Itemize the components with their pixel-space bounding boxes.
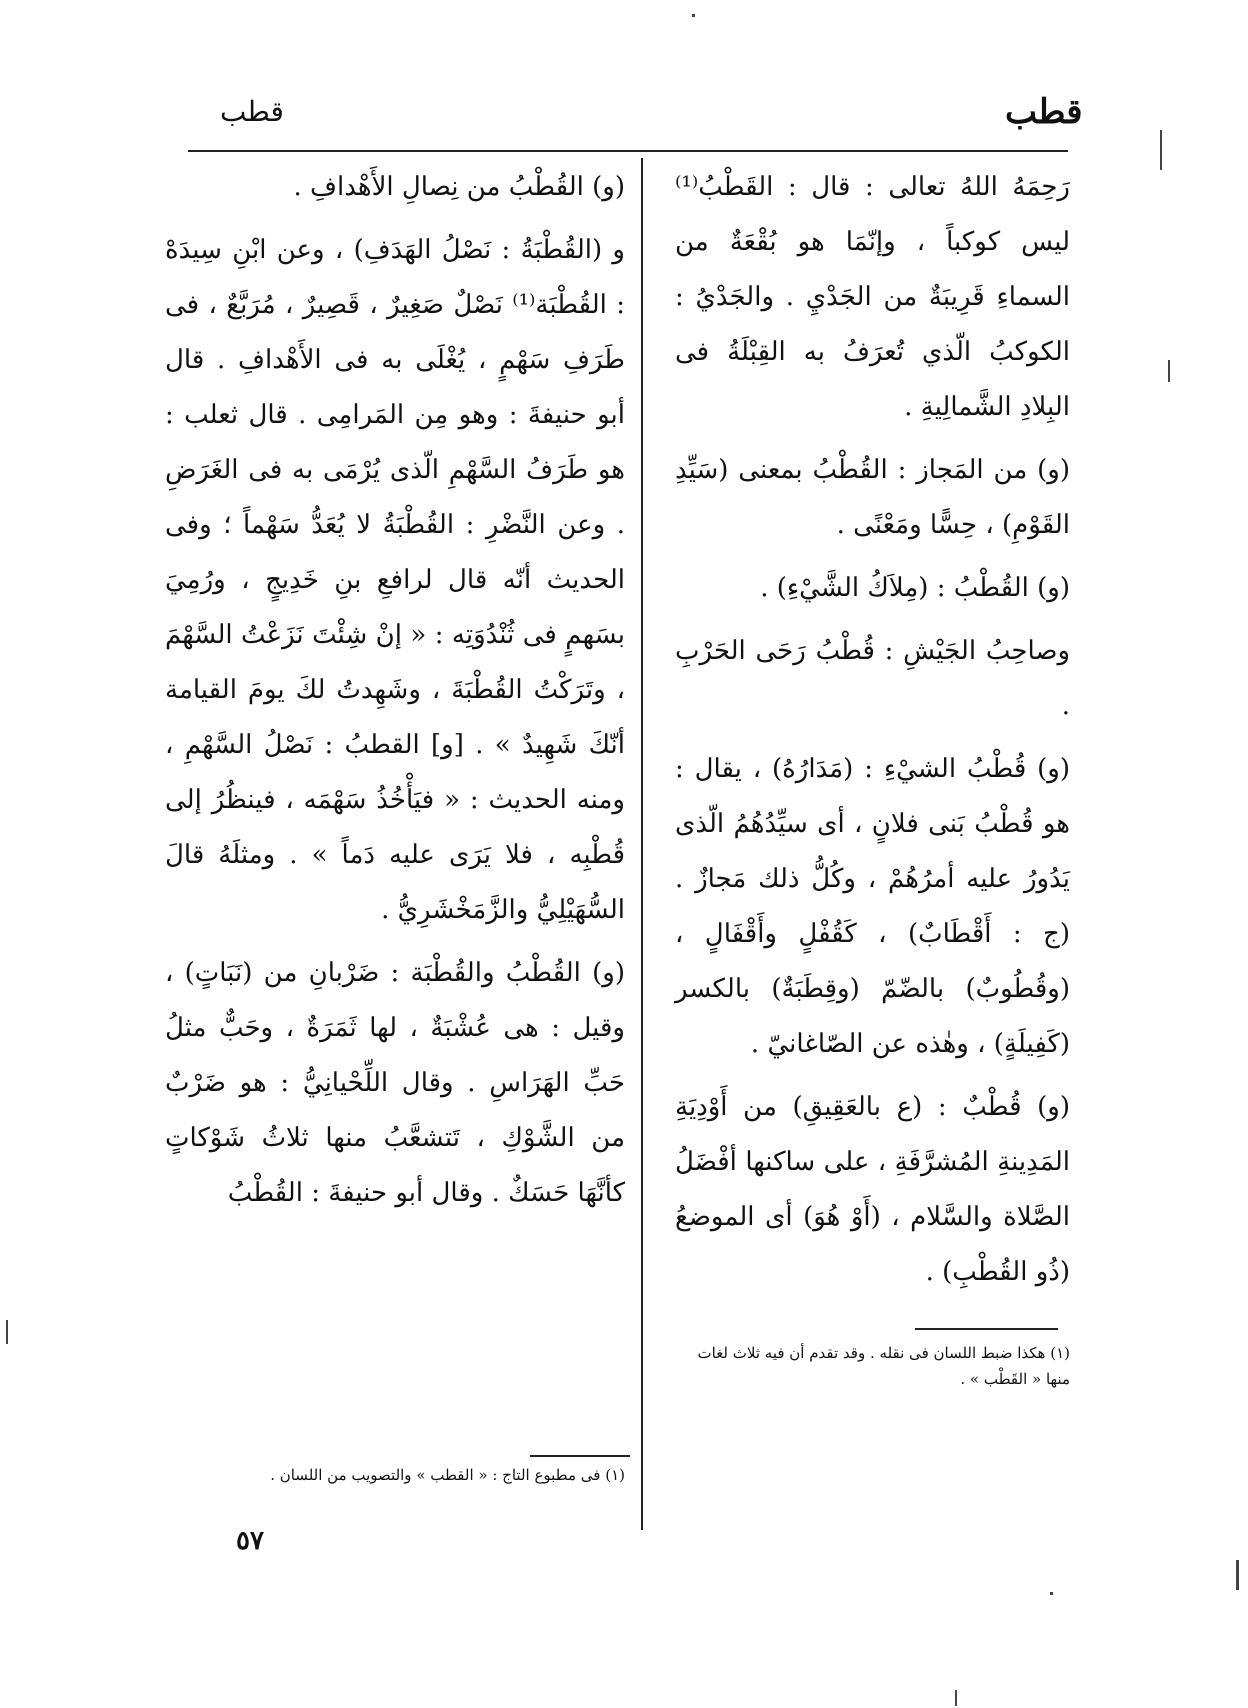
right-paragraph: (و) من المَجاز : القُطْبُ بمعنى (سَيِّدِ القَوْمِ) ، حِسًّا ومَعْنًى . (675, 455, 1070, 540)
left-paragraph: (و) القُطْبُ من نِصالِ الأَهْدافِ . (293, 172, 625, 202)
right-paragraph: (و) قُطْبٌ : (ع بالعَقِيقِ) من أَوْدِيَةِ المَدِينةِ المُشرَّفَةِ ، على ساكنها أفْضَلُ الصَّلاة والسَّلام ، (أَوْ هُوَ) أى الموضعُ (ذُو القُطْبِ) . (675, 1092, 1070, 1287)
column-divider (641, 158, 643, 1530)
scan-speck (1236, 1560, 1239, 1590)
left-header-word: قطب (220, 95, 284, 128)
right-header-word: قطب (1005, 92, 1083, 132)
left-paragraph: و (القُطْبَةُ : نَصْلُ الهَدَفِ) ، وعن ابْنِ سِيدَهْ : القُطْبَة⁽¹⁾ نَصْلٌ صَغِيرٌ ، قَصِيرٌ ، مُرَبَّعٌ ، فى طَرَفِ سَهْمٍ ، يُغْلَى به فى الأَهْدافِ . قال أبو حنيفةَ : وهو مِن المَرامِى . قال ثعلب : هو طَرَفُ السَّهْمِ الّذى يُرْمَى به فى الغَرَضِ . وعن النَّضْرِ : القُطْبَةُ لا يُعَدُّ سَهْماً ؛ وفى الحديث أنّه قال لرافعِ بنِ خَدِيجٍ ، ورُمِيَ بسَهمٍ فى ثُنْدُوَتِه : « إنْ شِئْتَ نَزَعْتُ السَّهْمَ ، وتَرَكْتُ القُطْبَةَ ، وشَهِدتُ لكَ يومَ القيامة أنّكَ شَهِيدٌ » . [و] القطبُ : نَصْلُ السَّهْمِ ، ومنه الحديث : « فيَأْخُذُ سَهْمَه ، فينظُرُ إلى قُطْبِه ، فلا يَرَى عليه دَماً » . ومثلَهُ قالَ السُّهَيْلِيُّ والزَّمَخْشَرِيُّ . (165, 235, 625, 925)
right-paragraph: وصاحِبُ الجَيْشِ : قُطْبُ رَحَى الحَرْبِ . (675, 636, 1070, 721)
scan-speck (6, 1320, 8, 1344)
scan-speck (955, 1690, 957, 1706)
right-paragraph: (و) القُطْبُ : (مِلاَكُ الشَّيْءِ) . (760, 573, 1070, 603)
left-footnote: (١) فى مطبوع التاج : « القطب » والتصويب من اللسان . (270, 1466, 625, 1484)
scan-speck (1160, 130, 1162, 170)
right-column (675, 160, 1070, 1308)
right-paragraph: رَحِمَهُ اللهُ تعالى : قال : القَطْبُ⁽¹⁾ ليس كوكباً ، وإنّمَا هو بُقْعَةٌ من السماءِ قَرِيبَةٌ من الجَدْيِ . والجَدْيُ : الكوكبُ الّذي تُعرَفُ به القِبْلَةُ فى البِلادِ الشَّمالِيةِ . (675, 172, 1070, 422)
right-paragraph: (و) قُطْبُ الشيْءِ : (مَدَارُهُ) ، يقال : هو قُطْبُ بَنى فلانٍ ، أى سيِّدُهُمُ الّذى يَدُورُ عليه أمرُهُمْ ، وكُلُّ ذلك مَجازٌ . (ج : أَقْطَابٌ) ، كَقُفْلٍ وأَقْفَالٍ ، (وقُطُوبٌ) بالضّمّ (وقِطَبَةٌ) بالكسر (كَفِيلَةٍ) ، وهٰذه عن الصّاغانيّ . (675, 754, 1070, 1059)
left-footnote-rule (530, 1455, 630, 1457)
right-footnote-rule (915, 1328, 1058, 1330)
right-footnote: (١) هكذا ضبط اللسان فى نقله . وقد تقدم أن فيه ثلاث لغات منها « القَطْب » . (697, 1344, 1070, 1388)
scan-speck (692, 14, 695, 17)
scan-speck (1168, 360, 1170, 382)
page-number: ٥٧ (236, 1526, 264, 1556)
scan-speck (1050, 1592, 1053, 1595)
left-column (165, 160, 625, 1229)
left-paragraph: (و) القُطْبُ والقُطْبَة : ضَرْبانِ من (نَبَاتٍ) ، وقيل : هى عُشْبَةٌ ، لها ثَمَرَةٌ ، وحَبٌّ مثلُ حَبِّ الهَرَاسِ . وقال اللِّحْيانِيُّ : هو ضَرْبٌ من الشَّوْكِ ، تَتشعَّبُ منها ثلاثُ شَوْكاتٍ كأنَّهَا حَسَكٌ . وقال أبو حنيفةَ : القُطْبُ (165, 958, 625, 1208)
header-rule (188, 150, 1068, 152)
